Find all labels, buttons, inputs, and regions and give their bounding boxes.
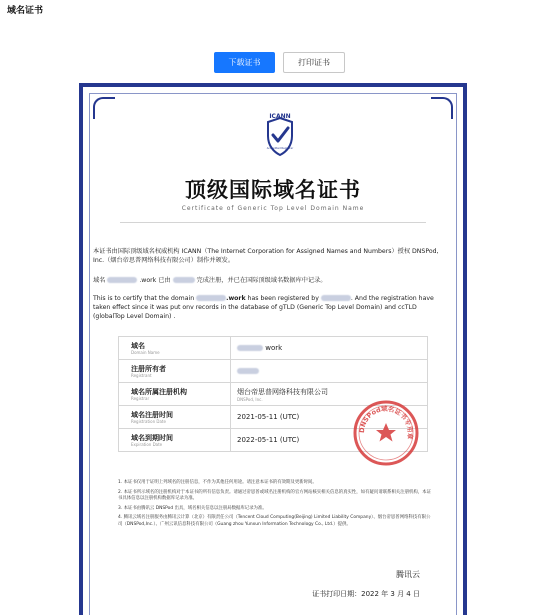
corner-ornament: [431, 97, 453, 119]
row-label: 域名到期时间: [131, 433, 173, 442]
certificate-subtitle: Certificate of Generic Top Level Domain Name: [181, 205, 365, 212]
note-item: 1. 本证书仅用于证明上列域名的注册信息，不作为其他任何用途。请注意本证书的有效期及更新时间。: [118, 480, 317, 485]
table-row: [119, 337, 428, 360]
row-label: 注册所有者: [131, 364, 166, 373]
text-fragment: 域名: [93, 277, 106, 284]
text-fragment: 完成注册，并已在国际顶级域名数据库中记录。: [196, 277, 327, 284]
row-label: 域名所属注册机构: [131, 387, 187, 396]
official-seal-icon: [352, 399, 420, 467]
row-label-en: Registration Date: [131, 418, 166, 424]
divider: [120, 222, 426, 223]
text-fragment: This is to certify that the domain: [93, 295, 195, 302]
note-item: 3. 本证书由腾讯云 DNSPod 出具，域名相关信息以注册局数据库记录为准。: [118, 505, 267, 511]
print-certificate-button[interactable]: 打印证书: [283, 52, 345, 73]
corner-ornament: [93, 97, 115, 119]
note-item: 2. 本证书所示域名的注册机构对于本证书的所有信息负责。请通过帝思普或域名注册机构的官方网站核实相关信息的真实性，如有疑问请联系相关注册机构，本证书具体信息以注册机构数据库记录为准。: [118, 489, 431, 501]
note-item: 4. 腾讯云域名注册服务由腾讯云计算（北京）有限责任公司（Tencent Cloud Computing(Beijing) Limited Liability Company）、烟台帝思普网络科技有限公司（DNSPod,Inc.）、广州云讯信息科技有限公司（Guang zhou Yunxun Information Technology Co., Ltd.）提供。: [118, 515, 431, 527]
text-fragment: . And the registration have taken effect since it was put onv records in the database of gTLD (Generic Top Level Domain) and ccTLD (globalTop Level Domain) .: [93, 295, 434, 320]
text-fragment: has been registered by: [247, 295, 319, 302]
registration-statement-cn: [93, 276, 441, 285]
row-label-en: Domain Name: [131, 349, 160, 355]
redacted-domain: [196, 295, 226, 301]
table-row: [119, 360, 428, 383]
intro-paragraph: 本证书由国际顶级域名权威机构 ICANN（The Internet Corporation for Assigned Names and Numbers）授权 DNSPod, Inc.（烟台帝思普网络科技有限公司）制作并颁发。: [93, 248, 439, 264]
redacted-registrant: [237, 368, 259, 374]
redacted-registrant: [321, 295, 351, 301]
row-value: 2022-05-11 (UTC): [231, 429, 428, 452]
row-value: work: [265, 344, 283, 352]
icann-logo-icon: [260, 112, 300, 157]
redacted-domain: [107, 277, 137, 283]
row-label-en: Registrant: [131, 372, 152, 378]
download-certificate-button[interactable]: 下载证书: [214, 52, 275, 73]
row-value-en: DNSPod, Inc.: [237, 396, 263, 402]
text-fragment: .work: [226, 295, 246, 302]
logo-text: ICANN: [269, 113, 291, 120]
redacted-registrant: [173, 277, 195, 283]
row-label: 域名: [131, 341, 145, 350]
logo-subtext: Accredited Registrar: [266, 147, 294, 150]
page-title: 域名证书: [7, 6, 44, 16]
text-fragment: .work 已由: [139, 277, 171, 284]
redacted-domain: [237, 345, 263, 351]
certificate-inner-frame: [89, 93, 457, 615]
print-date: 证书打印日期：2022 年 3 月 4 日: [312, 590, 420, 598]
seal-text: DNSPod域名证书专用章: [357, 404, 415, 440]
certificate: [79, 83, 467, 615]
row-label-en: Expiration Date: [131, 441, 163, 447]
row-label-en: Registrar: [131, 395, 150, 401]
row-label: 域名注册时间: [131, 410, 173, 419]
certificate-title: 顶级国际域名证书: [185, 177, 361, 202]
row-value: 2021-05-11 (UTC): [231, 406, 428, 429]
row-value: 烟台帝思普网络科技有限公司: [237, 387, 328, 396]
certificate-notes: [118, 480, 434, 531]
issuer-name: 腾讯云: [396, 570, 420, 579]
registration-statement-en: [93, 294, 441, 321]
